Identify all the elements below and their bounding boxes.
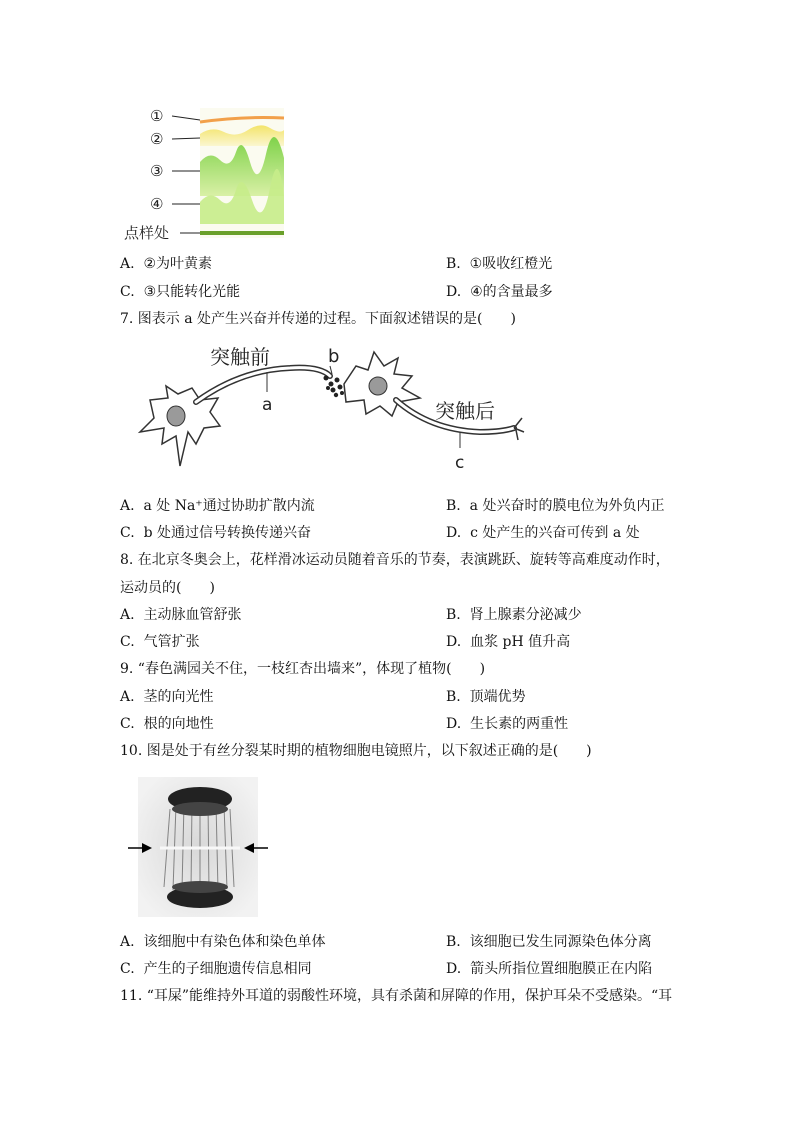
q7-option-d: D. c 处产生的兴奋可传到 a 处 [446,525,640,541]
origin-line [200,231,284,235]
label-c: c [455,453,465,473]
q6-option-c: C. ③只能转化光能 [120,284,241,300]
q9-option-c: C. 根的向地性 [120,716,214,732]
q7-option-c: C. b 处通过信号转换传递兴奋 [120,525,311,541]
q9-option-b: B. 顶端优势 [446,689,526,705]
q10-option-a: A. 该细胞中有染色体和染色单体 [120,934,326,950]
q8-option-d: D. 血浆 pH 值升高 [446,634,571,650]
q9-stem: 9. “春色满园关不住，一枝红杏出墙来”，体现了植物( ) [120,661,486,677]
neuron-figure [130,340,540,480]
q10-option-d: D. 箭头所指位置细胞膜正在内陷 [446,961,653,977]
label-1: ① [150,107,164,125]
q8-option-a: A. 主动脉血管舒张 [120,607,242,623]
q6-option-d: D. ④的含量最多 [446,284,553,300]
label-3: ③ [150,162,164,180]
q9-option-a: A. 茎的向光性 [120,689,214,705]
q6-option-b: B. ①吸收红橙光 [446,256,553,272]
q7-option-a: A. a 处 Na⁺通过协助扩散内流 [120,498,315,514]
label-4: ④ [150,195,164,213]
q9-option-d: D. 生长素的两重性 [446,716,569,732]
label-postsynaptic: 突触后 [435,399,495,423]
presynaptic-neuron-body [140,386,220,466]
q10-option-b: B. 该细胞已发生同源染色体分离 [446,934,652,950]
label-a: a [262,395,273,415]
label-b: b [328,346,340,367]
q8-option-b: B. 肾上腺素分泌减少 [446,607,582,623]
q10-stem: 10. 图是处于有丝分裂某时期的植物细胞电镜照片，以下叙述正确的是( ) [120,743,592,759]
q6-option-a: A. ②为叶黄素 [120,256,213,272]
q10-option-c: C. 产生的子细胞遗传信息相同 [120,961,312,977]
q8-stem-line2: 运动员的( ) [120,580,215,596]
q11-stem-line1: 11. “耳屎”能维持外耳道的弱酸性环境，具有杀菌和屏障的作用，保护耳朵不受感染。“耳 [120,988,673,1004]
q8-stem-line1: 8. 在北京冬奥会上，花样滑冰运动员随着音乐的节奏，表演跳跃、旋转等高难度动作时， [120,552,670,568]
chromatography-figure [120,100,300,245]
q7-stem: 7. 图表示 a 处产生兴奋并传递的过程。下面叙述错误的是( ) [120,311,516,327]
label-2: ② [150,130,164,148]
label-origin: 点样处 [124,224,170,242]
label-presynaptic: 突触前 [210,345,270,369]
postsynaptic-nucleus [369,377,387,395]
presynaptic-nucleus [167,406,185,426]
mitosis-micrograph [128,775,268,920]
synapse-vesicles [324,376,345,398]
q7-option-b: B. a 处兴奋时的膜电位为外负内正 [446,498,665,514]
q8-option-c: C. 气管扩张 [120,634,200,650]
